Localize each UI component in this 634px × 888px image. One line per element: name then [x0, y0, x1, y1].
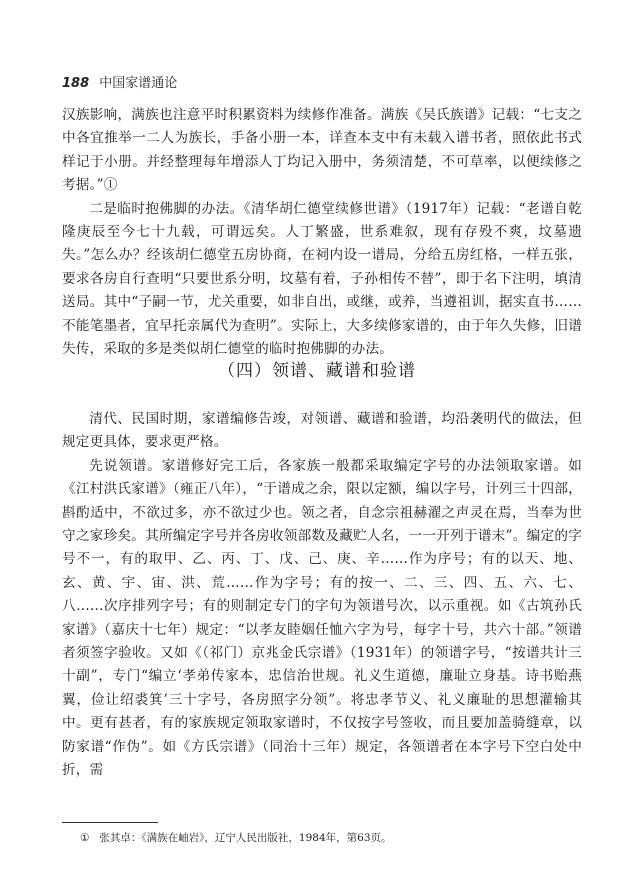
- paragraph: 清代、民国时期，家谱编修告竣，对领谱、藏谱和验谱，均沿袭明代的做法，但规定更具体，要求更严格。: [62, 411, 582, 451]
- footnote-text: 张其卓：《满族在岫岩》，辽宁人民出版社，1984年，第63页。: [99, 832, 392, 844]
- footnote: [80, 830, 580, 846]
- footnote-divider: [62, 822, 158, 823]
- section-heading: （四）领谱、藏谱和验谱: [218, 361, 416, 381]
- body-text-top: [62, 104, 582, 361]
- paragraph: 二是临时抱佛脚的办法。《清华胡仁德堂续修世谱》（1917年）记载：“老谱自乾隆庚辰至今七十九载，可谓远矣。人丁繁盛，世系难叙，现有存殁不爽，坟墓遗失。”怎么办？经该胡仁德堂五房协商，在祠内设一谱局，分给五房红格，一样五张，要求各房自行查明“只要世系分明，坟墓有着，子孙相传不替”，即于名下注明，填清送局。其中“子嗣一节，尤关重要，如非自出，或继，或养，当遵祖训，据实直书……不能笔墨者，宜早托亲属代为查明”。实际上，大多续修家谱的，由于年久失修，旧谱失传，采取的多是类似胡仁德堂的临时抱佛脚的办法。: [62, 200, 582, 358]
- running-head: [62, 72, 177, 91]
- paragraph: 先说领谱。家谱修好完工后，各家族一般都采取编定字号的办法领取家谱。如《江村洪氏家谱》（雍正八年），“于谱成之余，限以定额，编以字号，计列三十四部，斟酌适中，不欲过多，亦不欲过少也。领之者，自念宗祖赫濯之声灵在焉，当奉为世守之家珍矣。其所编定字号并各房收领部数及藏贮人名，一一开列于谱末”。编定的字号不一，有的取甲、乙、丙、丁、戊、己、庚、辛……作为序号；有的以天、地、玄、黄、宇、宙、洪、荒……作为字号；有的按一、二、三、四、五、六、七、八……次序排列字号；有的则制定专门的字句为领谱号次，以示重视。如《古筑孙氏家谱》（嘉庆十七年）规定：“以孝友睦姻任恤六字为号，每字十号，共六十部。”领谱者须签字验收。又如《（祁门）京兆金氏宗谱》（1931年）的领谱字号，“按谱共计三十副”，专门“编立‘孝弟传家本，忠信治世规。礼义生道德，廉耻立身基。诗书贻燕翼，俭让绍裘箕’三十字号，各房照字分领”。将忠孝节义、礼义廉耻的思想灌输其中。更有甚者，有的家族规定领取家谱时，不仅按字号签收，而且要加盖骑缝章，以防家谱“作伪”。如《方氏宗谱》（同治十三年）规定，各领谱者在本字号下空白处中折，需: [62, 457, 582, 779]
- footnote-mark: ①: [80, 832, 90, 844]
- paragraph: 汉族影响，满族也注意平时积累资料为续修作准备。满族《吴氏族谱》记载：“七支之中各宜推举一二人为族长，手备小册一本，详查本支中有未载入谱书者，照依此书式样记于小册。并经整理每年增添人丁均记入册中，务须清楚，不可草率，以便续修之考据。”①: [62, 107, 582, 194]
- body-text-bottom: [62, 408, 582, 783]
- book-title: 中国家谱通论: [99, 76, 178, 91]
- page-number: 188: [62, 76, 90, 91]
